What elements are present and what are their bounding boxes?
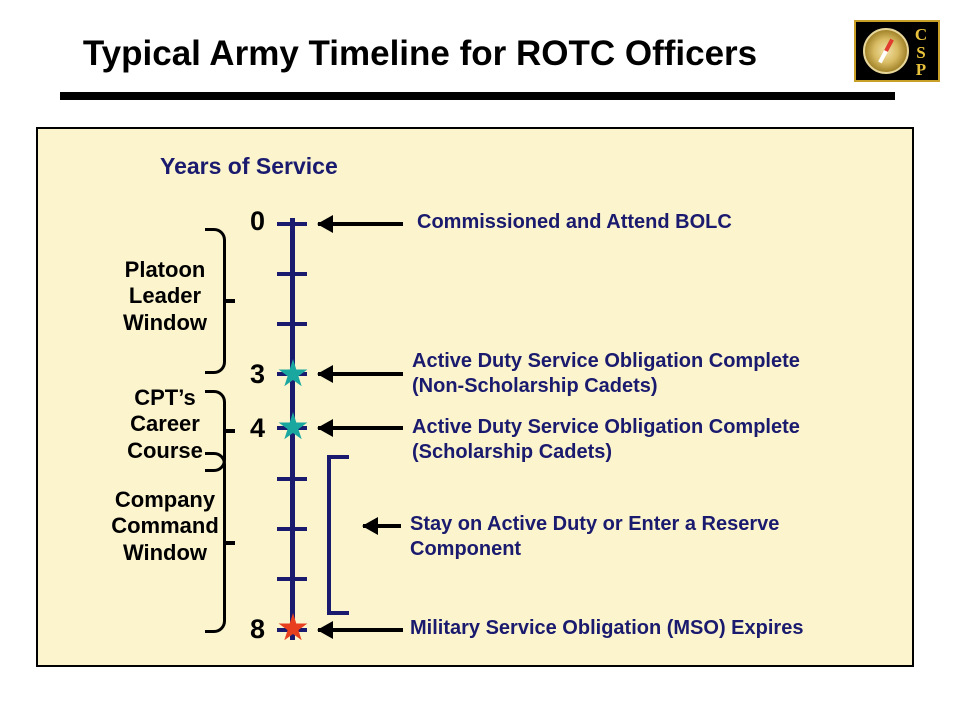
callout-adso-non-scholarship-line-2: (Non-Scholarship Cadets) (412, 375, 658, 397)
callout-stay-active-or-reserve (410, 512, 870, 562)
arrow-bolc (318, 222, 403, 226)
window-label-company-command (80, 487, 250, 566)
callout-adso-scholarship-line-1: Active Duty Service Obligation Complete (412, 416, 800, 438)
year-label-8: 8 (249, 614, 265, 644)
year-label-0: 0 (249, 206, 265, 236)
arrow-stay-active-or-reserve (363, 524, 401, 528)
tick-year-1 (277, 272, 307, 276)
callout-mso-expires (410, 616, 880, 641)
callout-adso-scholarship-line-2: (Scholarship Cadets) (412, 441, 613, 463)
logo-letter-p: P (915, 60, 927, 79)
window-label-cpts-line-3: Course (127, 437, 203, 463)
csp-logo (854, 20, 940, 82)
arrow-adso-scholarship (318, 426, 403, 430)
window-label-cpts-line-1: CPT’s (134, 385, 196, 410)
window-label-platoon-leader-line-3: Window (122, 309, 208, 335)
reserve-window-connector (327, 455, 331, 615)
callout-stay-active-line-2: Component (410, 538, 522, 560)
title-divider (60, 92, 895, 100)
window-label-platoon-leader (80, 257, 250, 336)
page-title: Typical Army Timeline for ROTC Officers (82, 34, 758, 73)
callout-bolc-line-1: Commissioned and Attend BOLC (417, 211, 732, 233)
tick-year-7 (277, 577, 307, 581)
window-label-cpts-career-course (80, 385, 250, 464)
window-label-company-command-line-3: Window (122, 539, 208, 565)
tick-year-5 (277, 477, 307, 481)
compass-icon (863, 28, 909, 74)
callout-adso-scholarship (412, 415, 882, 465)
tick-year-6 (277, 527, 307, 531)
window-label-company-command-line-2: Command (111, 513, 219, 539)
callout-bolc (417, 210, 847, 235)
tick-year-0 (277, 222, 307, 226)
tick-year-2 (277, 322, 307, 326)
year-label-3: 3 (249, 359, 265, 389)
logo-letter-s: S (916, 42, 926, 62)
callout-adso-non-scholarship-line-1: Active Duty Service Obligation Complete (412, 350, 800, 372)
window-label-cpts-line-2: Career (130, 411, 200, 437)
window-label-platoon-leader-line-1: Platoon (124, 257, 206, 282)
callout-mso-expires-line-1: Military Service Obligation (MSO) Expires (410, 617, 804, 639)
callout-stay-active-line-1: Stay on Active Duty or Enter a Reserve (410, 513, 780, 535)
window-label-platoon-leader-line-2: Leader (128, 283, 202, 309)
callout-adso-non-scholarship (412, 349, 882, 399)
window-label-company-command-line-1: Company (114, 487, 216, 512)
arrow-adso-non-scholarship (318, 372, 403, 376)
logo-letters (910, 26, 932, 78)
year-label-4: 4 (249, 413, 265, 443)
logo-letter-c: C (914, 25, 928, 44)
reserve-window-connector-top (327, 455, 349, 459)
axis-label: Years of Service (160, 153, 338, 179)
reserve-window-connector-bottom (327, 611, 349, 615)
arrow-mso-expires (318, 628, 403, 632)
